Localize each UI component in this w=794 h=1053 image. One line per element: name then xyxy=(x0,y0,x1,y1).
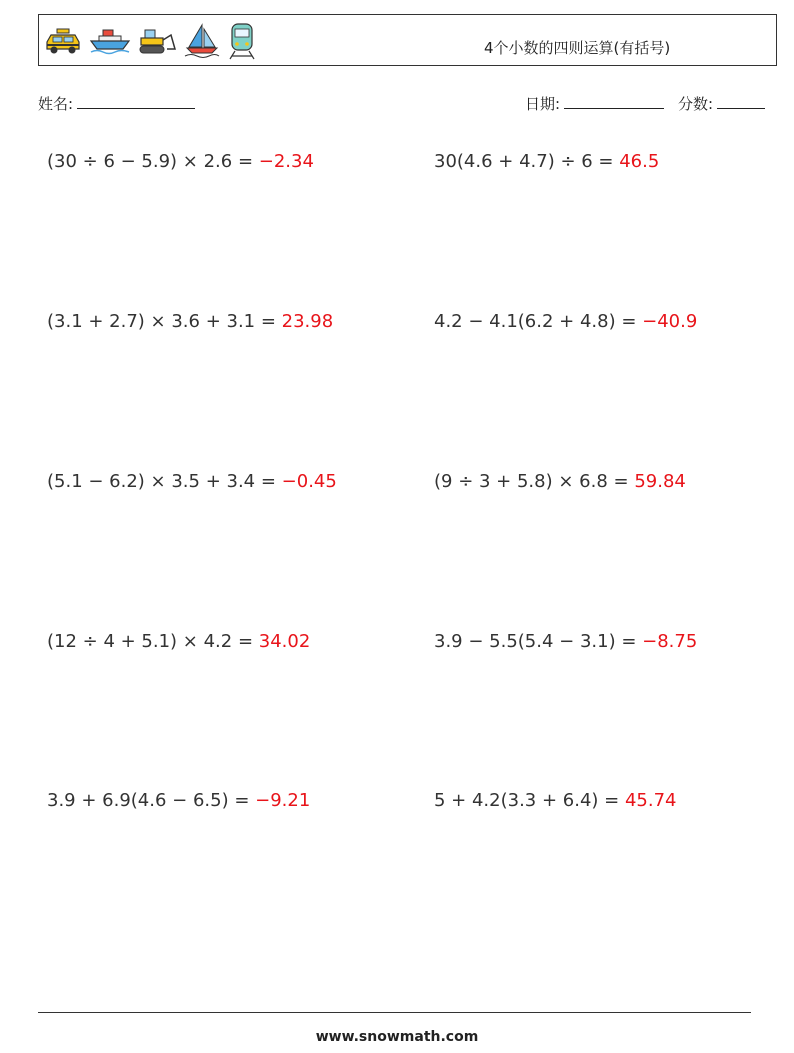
problem-answer: 34.02 xyxy=(258,631,311,652)
problem-expression: (3.1 + 2.7) × 3.6 + 3.1 = xyxy=(47,311,282,332)
footer-site-link[interactable]: www.snowmath.com xyxy=(315,1029,479,1045)
problem-7 xyxy=(47,631,310,652)
name-field xyxy=(38,93,195,114)
problem-answer: 59.84 xyxy=(634,471,686,492)
score-field xyxy=(678,93,765,114)
problem-answer: −2.34 xyxy=(258,151,314,172)
problem-9 xyxy=(47,790,310,811)
problem-expression: (30 ÷ 6 − 5.9) × 2.6 = xyxy=(47,151,259,172)
problem-expression: 3.9 + 6.9(4.6 − 6.5) = xyxy=(47,790,256,811)
date-field xyxy=(525,93,664,114)
problem-2 xyxy=(434,151,659,172)
problem-3 xyxy=(47,311,333,332)
problem-5 xyxy=(47,471,337,492)
date-blank[interactable] xyxy=(564,94,664,109)
name-label: 姓名: xyxy=(38,95,74,113)
icon-row xyxy=(43,21,257,61)
problem-4 xyxy=(434,311,697,332)
taxi-icon xyxy=(43,27,83,55)
problem-answer: −40.9 xyxy=(642,311,698,332)
problem-8 xyxy=(434,631,697,652)
date-label: 日期: xyxy=(525,95,561,113)
name-blank[interactable] xyxy=(77,94,195,109)
problem-answer: 45.74 xyxy=(624,790,677,811)
problem-answer: 46.5 xyxy=(619,151,660,172)
worksheet-header xyxy=(38,14,777,66)
problem-expression: (9 ÷ 3 + 5.8) × 6.8 = xyxy=(434,471,635,492)
problem-expression: (5.1 − 6.2) × 3.5 + 3.4 = xyxy=(47,471,282,492)
problem-expression: 4.2 − 4.1(6.2 + 4.8) = xyxy=(434,311,643,332)
problem-expression: 3.9 − 5.5(5.4 − 3.1) = xyxy=(434,631,643,652)
worksheet-title: 4个小数的四则运算(有括号) xyxy=(484,39,671,57)
train-icon xyxy=(227,21,257,61)
problem-1 xyxy=(47,151,314,172)
boat-icon xyxy=(89,27,131,55)
problem-answer: −8.75 xyxy=(642,631,698,652)
bulldozer-icon xyxy=(137,27,177,55)
sailboat-icon xyxy=(183,23,221,59)
problem-expression: (12 ÷ 4 + 5.1) × 4.2 = xyxy=(47,631,259,652)
problem-expression: 5 + 4.2(3.3 + 6.4) = xyxy=(434,790,625,811)
footer-divider xyxy=(38,1012,751,1013)
problem-answer: 23.98 xyxy=(281,311,334,332)
score-blank[interactable] xyxy=(717,94,765,109)
problem-answer: −0.45 xyxy=(281,471,337,492)
problem-6 xyxy=(434,471,686,492)
score-label: 分数: xyxy=(678,95,714,113)
problem-expression: 30(4.6 + 4.7) ÷ 6 = xyxy=(434,151,620,172)
problem-answer: −9.21 xyxy=(255,790,311,811)
problem-10 xyxy=(434,790,676,811)
